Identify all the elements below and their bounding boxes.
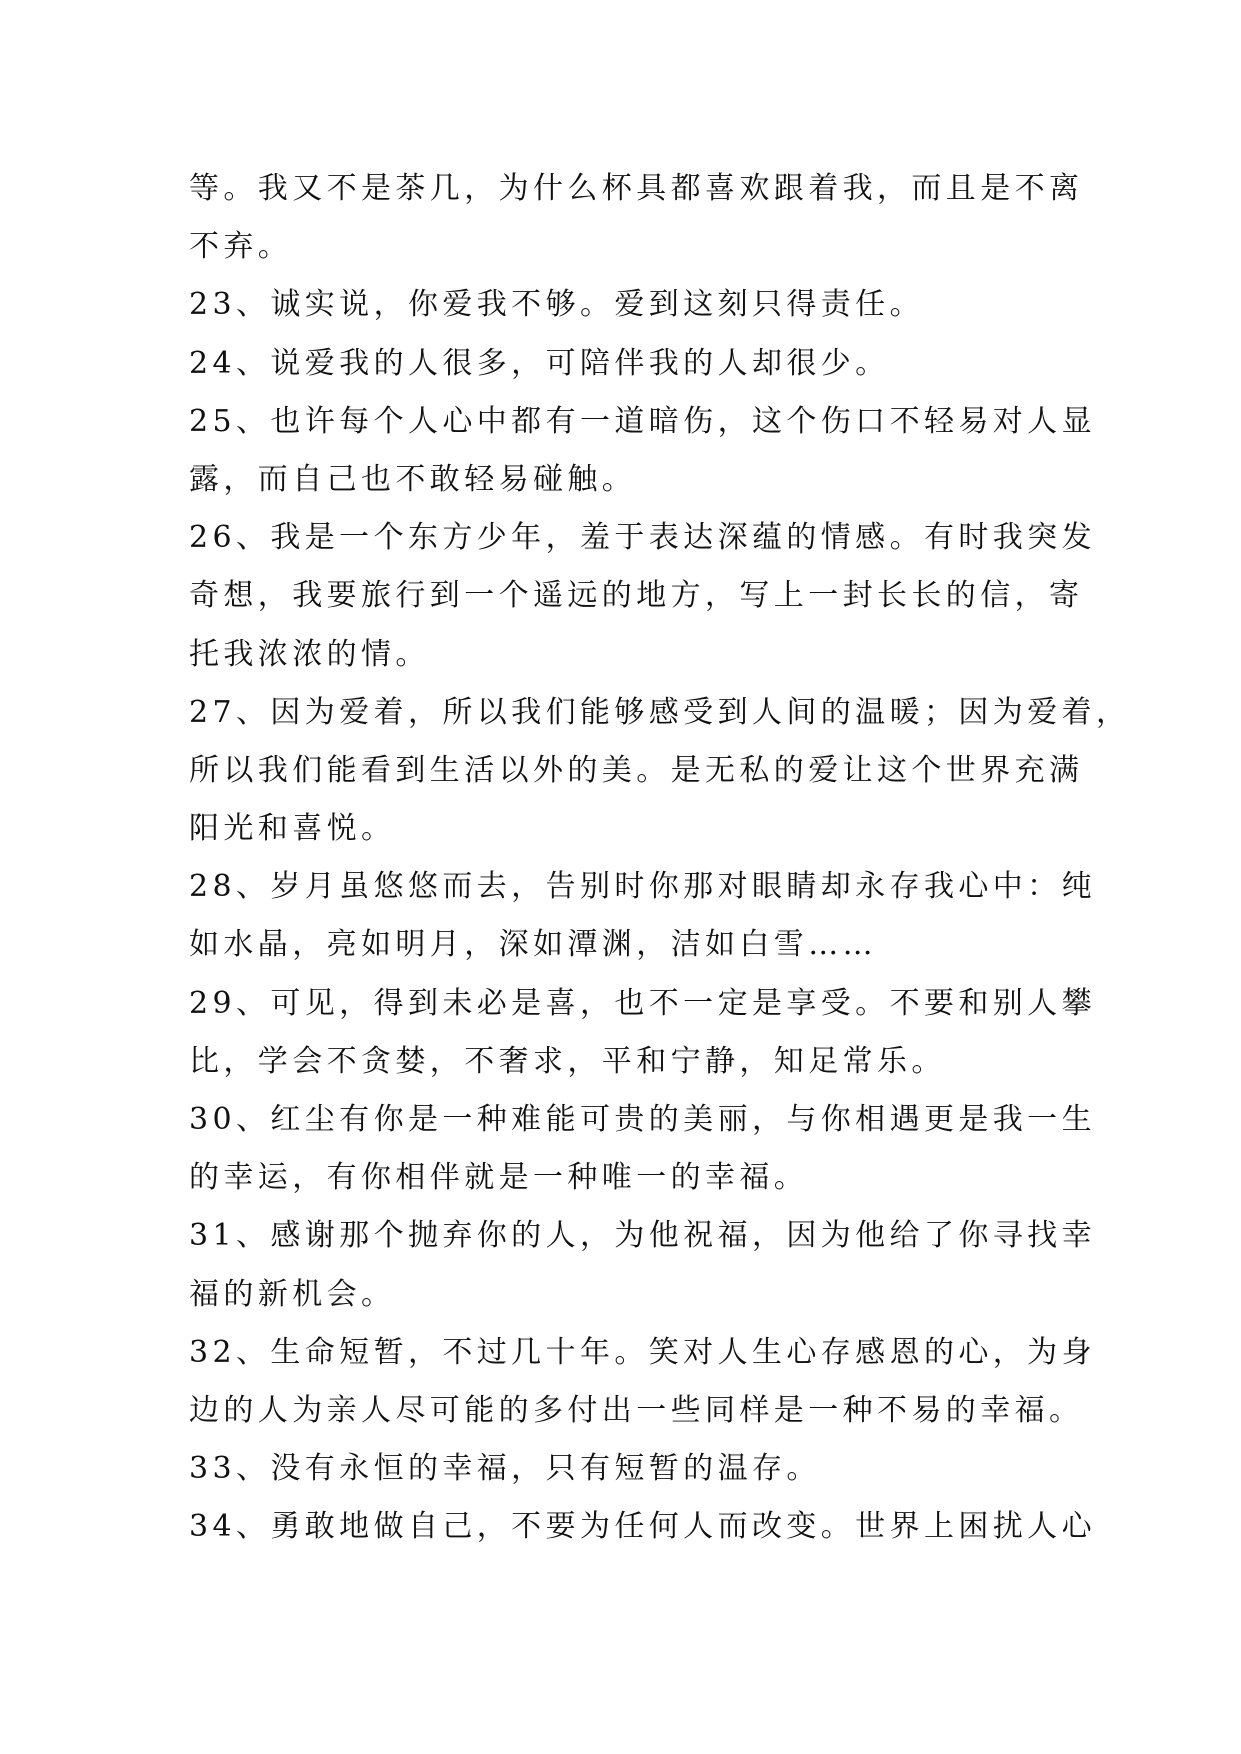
document-body — [189, 160, 1131, 1557]
text-line: 32、生命短暂，不过几十年。笑对人生心存感恩的心，为身 — [189, 1334, 1096, 1370]
text-line: 福的新机会。 — [189, 1276, 396, 1312]
text-line: 25、也许每个人心中都有一道暗伤，这个伤口不轻易对人显 — [189, 403, 1096, 439]
text-line: 31、感谢那个抛弃你的人，为他祝福，因为他给了你寻找幸 — [189, 1218, 1096, 1254]
text-line: 的幸运，有你相伴就是一种唯一的幸福。 — [189, 1160, 809, 1196]
text-line: 28、岁月虽悠悠而去，告别时你那对眼睛却永存我心中：纯 — [189, 869, 1096, 905]
text-line: 如水晶，亮如明月，深如潭渊，洁如白雪…… — [189, 927, 877, 963]
text-line: 等。我又不是茶几，为什么杯具都喜欢跟着我，而且是不离 — [189, 171, 1084, 206]
text-line: 托我浓浓的情。 — [189, 636, 430, 672]
text-line: 阳光和喜悦。 — [189, 811, 396, 847]
text-line: 23、诚实说，你爱我不够。爱到这刻只得责任。 — [189, 287, 924, 323]
text-line: 26、我是一个东方少年，羞于表达深蕴的情感。有时我突发 — [189, 520, 1096, 556]
text-line: 所以我们能看到生活以外的美。是无私的爱让这个世界充满 — [189, 752, 1084, 788]
text-line: 33、没有永恒的幸福，只有短暂的温存。 — [189, 1451, 821, 1487]
text-line: 34、勇敢地做自己，不要为任何人而改变。世界上困扰人心 — [189, 1509, 1096, 1545]
text-line: 奇想，我要旅行到一个遥远的地方，写上一封长长的信，寄 — [189, 578, 1084, 614]
text-line: 24、说爱我的人很多，可陪伴我的人却很少。 — [189, 345, 890, 381]
text-line: 30、红尘有你是一种难能可贵的美丽，与你相遇更是我一生 — [189, 1102, 1096, 1137]
text-line: 不弃。 — [189, 229, 293, 265]
text-line: 29、可见，得到未必是喜，也不一定是享受。不要和别人攀 — [189, 985, 1096, 1021]
text-line: 边的人为亲人尽可能的多付出一些同样是一种不易的幸福。 — [189, 1392, 1084, 1428]
text-line: 露，而自己也不敢轻易碰触。 — [189, 461, 637, 497]
text-line: 27、因为爱着，所以我们能够感受到人间的温暖；因为爱着， — [189, 694, 1131, 730]
text-line: 比，学会不贪婪，不奢求，平和宁静，知足常乐。 — [189, 1043, 946, 1079]
